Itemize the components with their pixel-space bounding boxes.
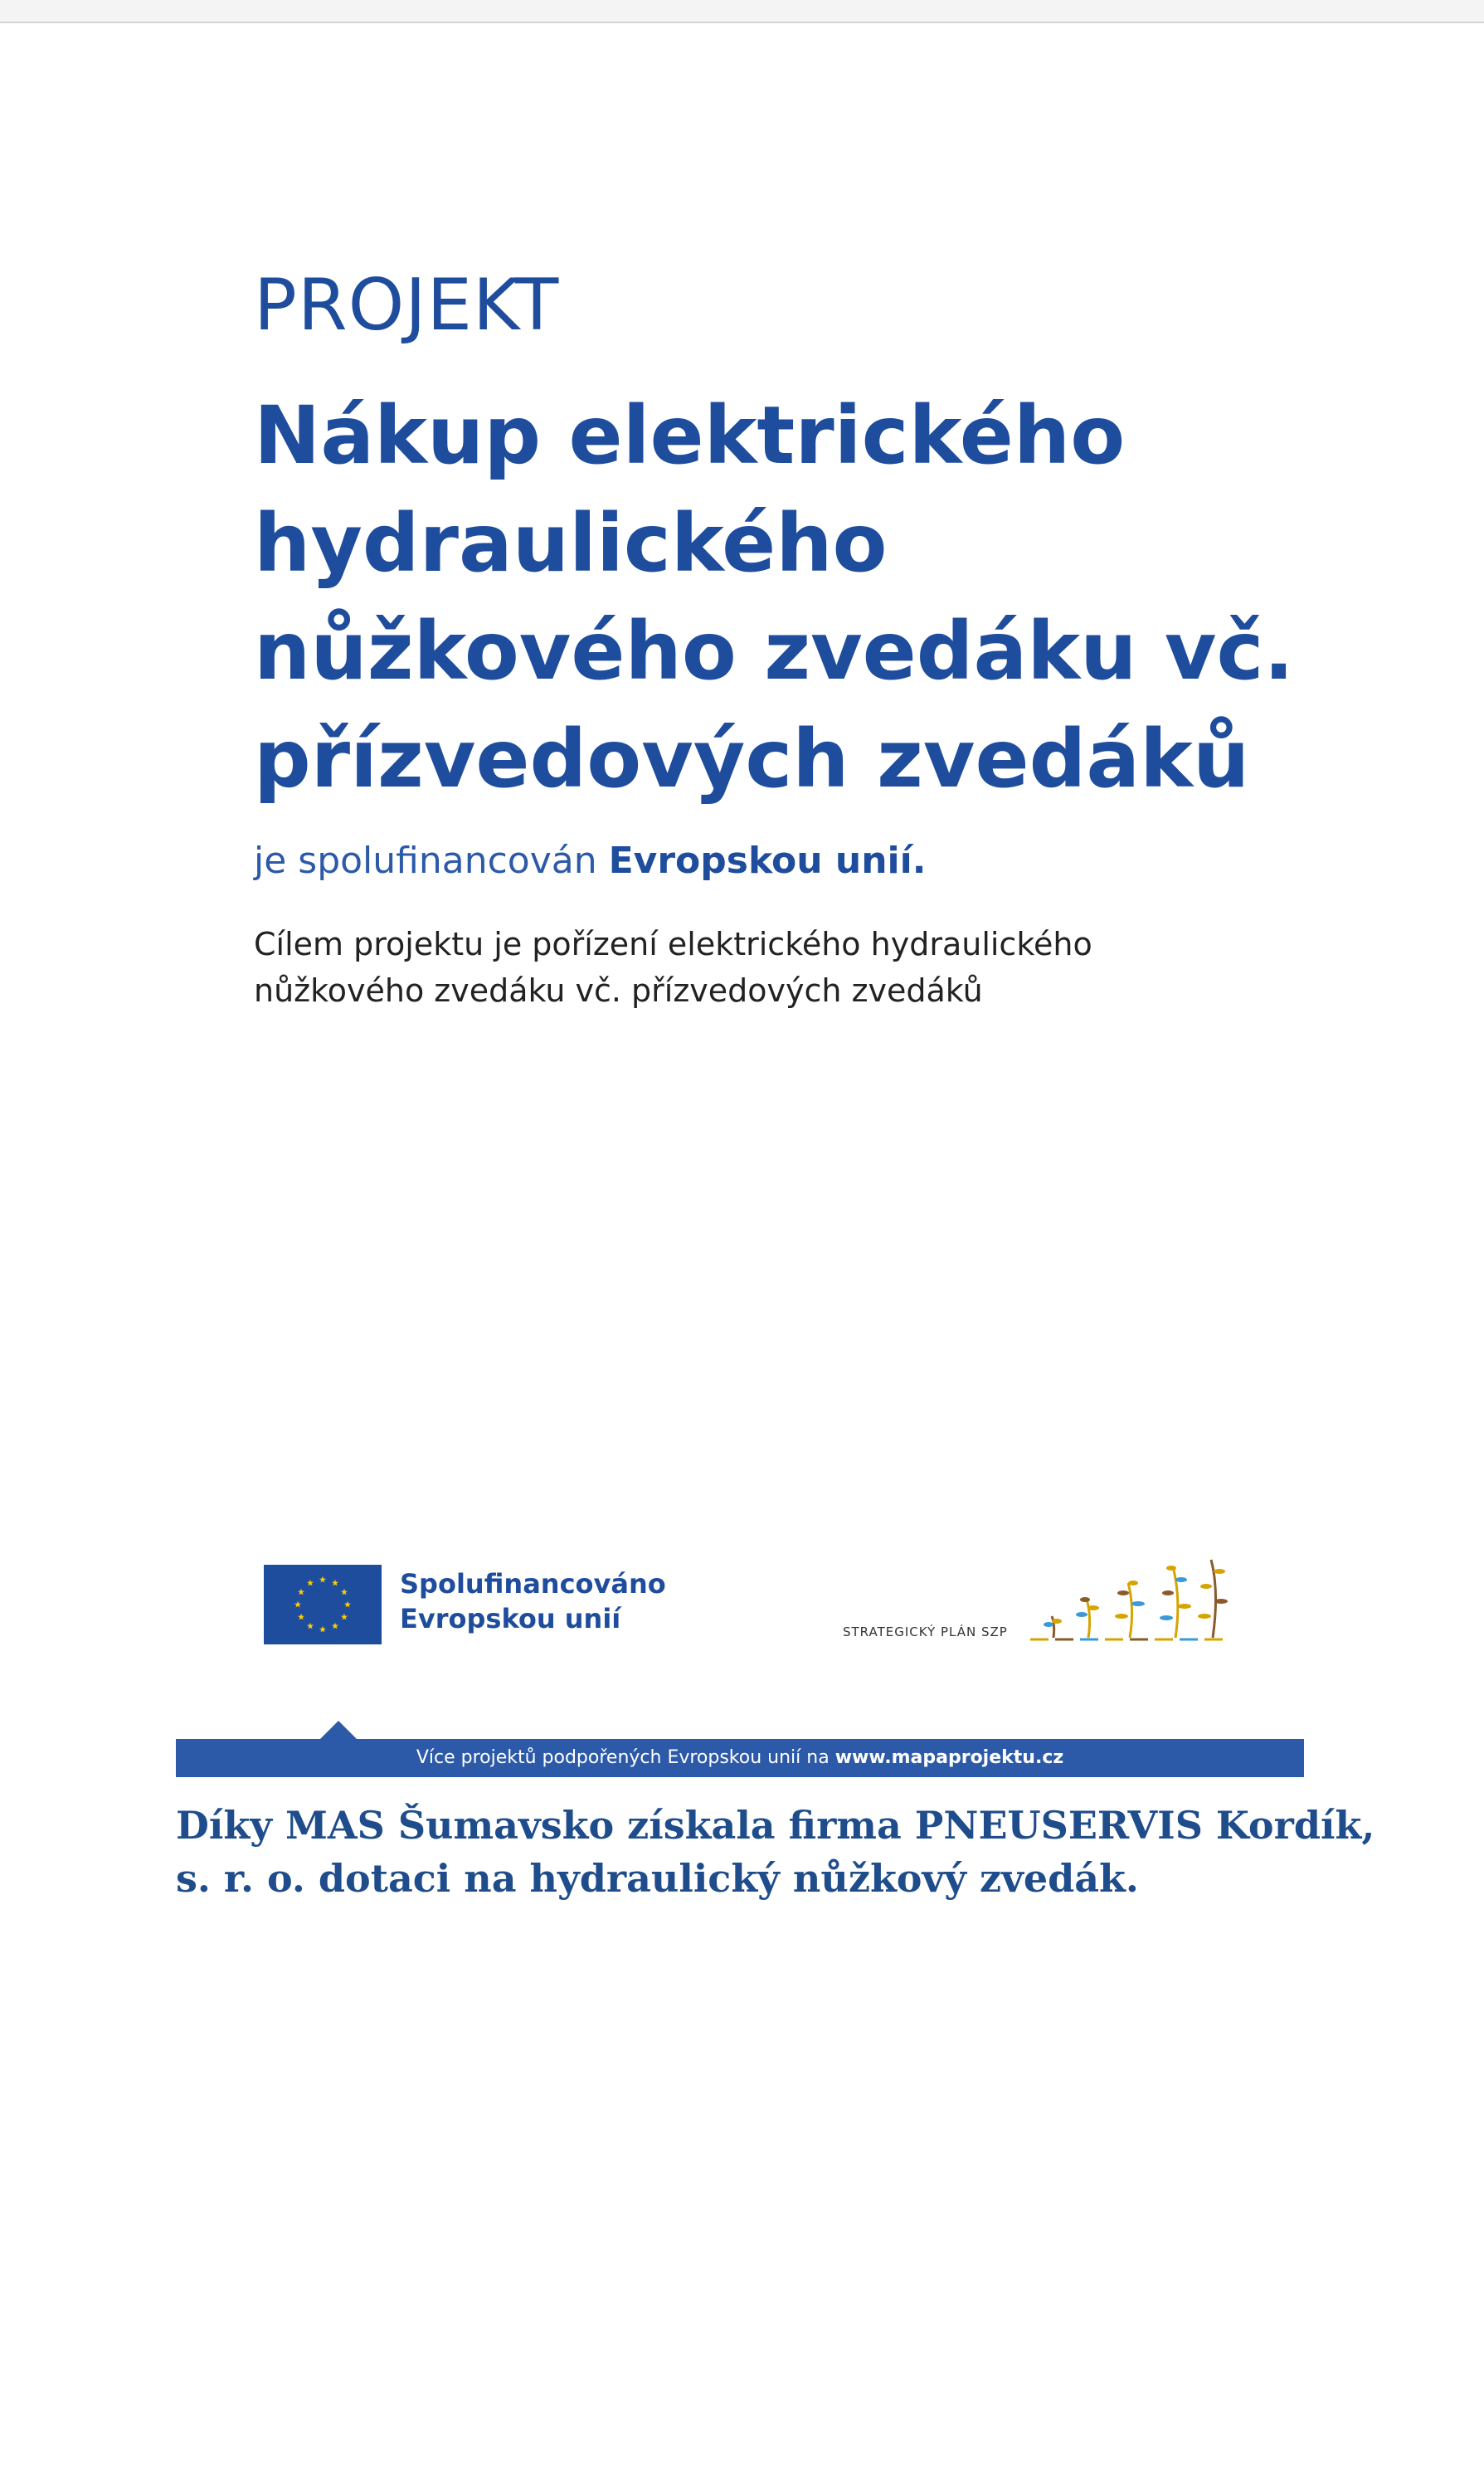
title-line: Nákup elektrického [254,389,1126,482]
goal-line: Cílem projektu je pořízení elektrického hydraulického [254,926,1092,962]
eu-flag-icon [264,1565,382,1644]
banner-link[interactable]: www.mapaprojektu.cz [834,1747,1064,1768]
footer-note [176,1799,1375,1905]
title-line: přízvedových zvedáků [254,713,1250,806]
project-goal [254,921,1332,1014]
eu-star [341,1589,348,1595]
cofinanced-line [254,836,926,886]
eu-star [307,1580,314,1586]
project-kicker: PROJEKT [254,264,560,347]
banner-text: Více projektů podpořených Evropskou unií na [416,1747,835,1768]
footer-line: Díky MAS Šumavsko získala firma PNEUSERVIS Kordík, [176,1803,1375,1848]
eu-star [298,1589,304,1595]
eu-star [319,1626,326,1633]
szp-trees-icon [1030,1558,1229,1645]
szp-logo [843,1558,1224,1649]
project-title [254,382,1332,813]
eu-star [294,1601,301,1608]
eu-text-line: Spolufinancováno [400,1568,666,1600]
cofinanced-prefix: je spolufinancován [254,840,609,882]
title-line: hydraulického [254,497,888,590]
eu-star [332,1580,338,1586]
eu-star [307,1623,314,1629]
eu-flag-svg [264,1565,382,1644]
goal-line: nůžkového zvedáku vč. přízvedových zvedáků [254,972,983,1009]
eu-star [332,1623,338,1629]
eu-star [341,1614,348,1620]
eu-star [319,1576,326,1583]
footer-line: s. r. o. dotaci na hydraulický nůžkový zvedák. [176,1856,1139,1901]
eu-cofinanced-text [400,1566,666,1636]
more-projects-banner [176,1739,1304,1777]
eu-star [298,1614,304,1620]
top-bar [0,0,1484,23]
cofinanced-eu: Evropskou unií. [608,840,927,882]
eu-star [344,1601,351,1608]
banner-notch [320,1721,357,1739]
eu-text-line: Evropskou unií [400,1603,621,1634]
szp-label: STRATEGICKÝ PLÁN SZP [843,1624,1008,1639]
title-line: nůžkového zvedáku vč. [254,605,1294,698]
